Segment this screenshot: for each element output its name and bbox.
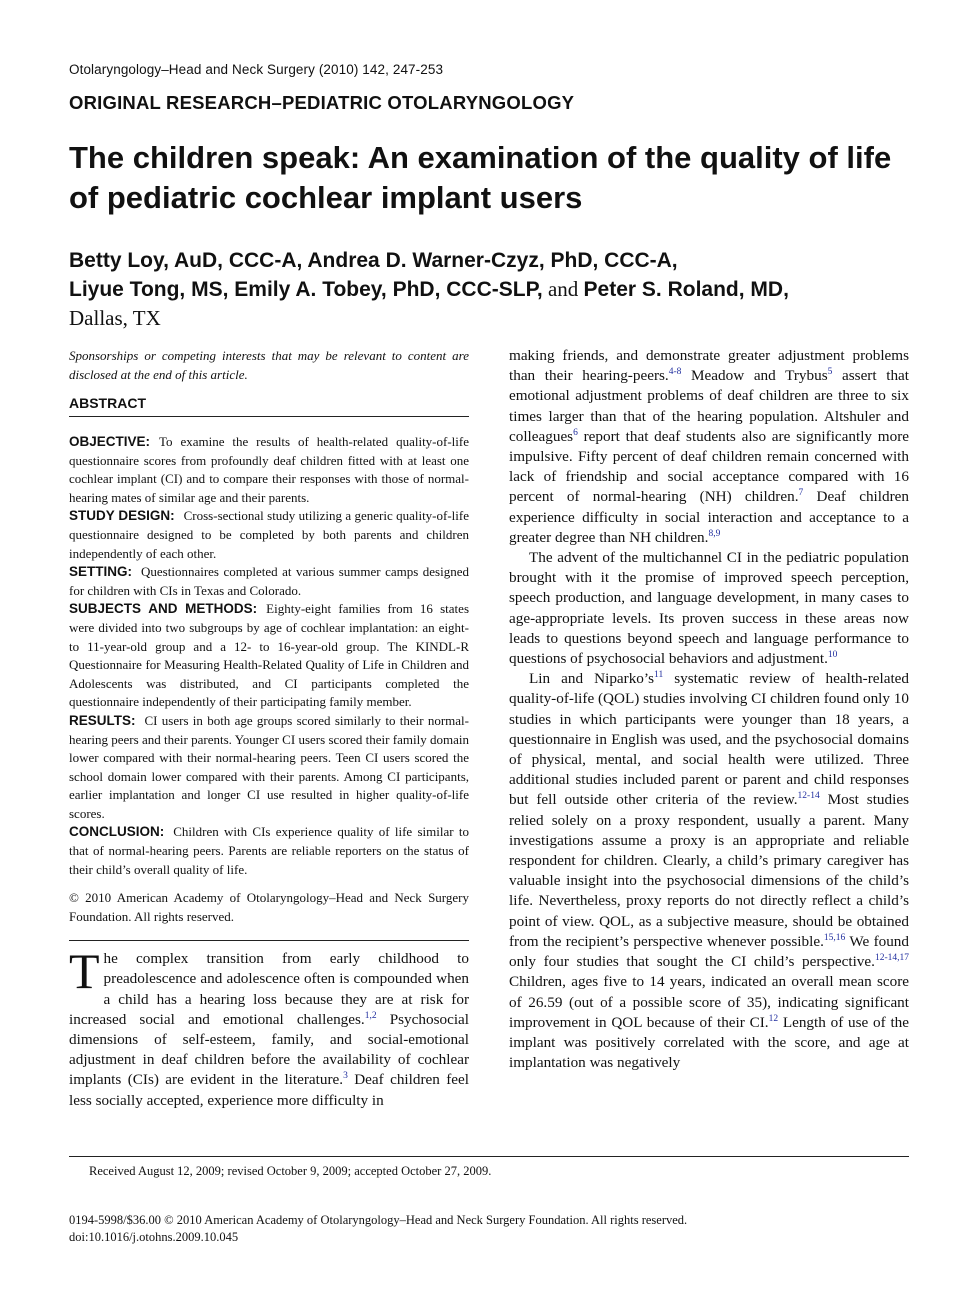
citation-link[interactable]: 1,2 xyxy=(364,1010,377,1021)
citation-link[interactable]: 5 xyxy=(827,367,833,378)
drop-cap: T xyxy=(69,943,100,1000)
text-run: Meadow and Trybus xyxy=(681,367,828,385)
text-run: he complex transition from early childhood to preadolescence and adolescence often is compounded when a child has a hearing loss because they are at risk for increased social and emotional challenges. xyxy=(69,950,469,1028)
abstract-study-design xyxy=(69,507,469,563)
text-run: making friends, and demonstrate greater adjustment problems than their hearing-peers. xyxy=(509,347,909,385)
citation-link[interactable]: 11 xyxy=(654,670,664,681)
abstract-subjects-methods xyxy=(69,600,469,712)
issn-doi-block xyxy=(69,1212,687,1246)
citation-link[interactable]: 6 xyxy=(573,427,578,438)
journal-citation: Otolaryngology–Head and Neck Surgery (2010) 142, 247-253 xyxy=(69,62,444,77)
and-word: and xyxy=(547,277,579,301)
citation-link[interactable]: 15,16 xyxy=(823,932,846,943)
abstract-label: RESULTS: xyxy=(69,712,136,728)
issn-line: 0194-5998/$36.00 © 2010 American Academy of Otolaryngology–Head and Neck Surgery Foundation. All rights reserved. xyxy=(69,1213,688,1227)
body-paragraph-2 xyxy=(509,548,909,669)
article-title: The children speak: An examination of the quality of life of pediatric cochlear implant users xyxy=(69,140,892,215)
text-run: systematic review of health-related quality-of-life (QOL) studies involving CI children found only 10 studies in which participants were younger than 18 years, a questionnaire in English was used, and the psychosocial domains of physical, mental, and social health were utilized. Three additional studies included parent or parent and child responses but fell outside other criteria of the review. xyxy=(509,670,910,809)
received-dates: Received August 12, 2009; revised October 9, 2009; accepted October 27, 2009. xyxy=(89,1164,492,1178)
abstract-text: Questionnaires completed at various summer camps designed for children with CIs in Texas and Colorado. xyxy=(69,564,469,598)
body-paragraph-3 xyxy=(509,669,909,1073)
abstract-copyright: © 2010 American Academy of Otolaryngology–Head and Neck Surgery Foundation. All rights reserved. xyxy=(69,890,469,925)
abstract-label: SETTING: xyxy=(69,564,132,580)
abstract-text: Eighty-eight families from 16 states were divided into two subgroups by age of cochlear implantation: an eight- to 11-year-old group and a 12- to 16-year-old group. The KINDL-R Questionnaire for Measuring Health-Related Quality of Life in Children and Adolescents was distributed, and CI participants completed the questionnaire independently of their participating family member. xyxy=(69,601,469,710)
footer-divider xyxy=(69,1156,909,1157)
citation-link[interactable]: 8,9 xyxy=(708,528,721,539)
authors-line-2: Liyue Tong, MS, Emily A. Tobey, PhD, CCC-SLP, xyxy=(69,278,543,301)
left-column xyxy=(69,346,469,1111)
section-heading: ORIGINAL RESEARCH–PEDIATRIC OTOLARYNGOLOGY xyxy=(69,92,575,113)
abstract-conclusion xyxy=(69,823,469,879)
text-run: Deaf children feel less socially accepted, experience more difficulty in xyxy=(69,1071,469,1109)
citation-link[interactable]: 12-14 xyxy=(797,791,820,802)
doi-link[interactable]: doi:10.1016/j.otohns.2009.10.045 xyxy=(69,1230,239,1244)
citation-link[interactable]: 10 xyxy=(827,649,838,660)
text-run: Length of use of the implant was positively correlated with the score, and age at implantation was negatively xyxy=(509,1013,909,1072)
text-run: report that deaf students also are significantly more impulsive. Fifty percent of deaf children remain concerned with lack of friendship and social acceptance compared with 16 percent of normal-hearing (NH) children. xyxy=(509,427,909,506)
text-run: assert that emotional adjustment problems of deaf children are three to six times larger than that of the hearing population. Altshuler and colleagues xyxy=(509,367,909,445)
body-paragraph-1 xyxy=(509,346,909,548)
text-run: Lin and Niparko’s xyxy=(529,670,655,688)
abstract-objective xyxy=(69,433,469,507)
abstract-setting xyxy=(69,563,469,600)
author-list xyxy=(69,246,939,332)
citation-link[interactable]: 7 xyxy=(798,488,804,499)
text-run: Children, ages five to 14 years, indicated an overall mean score of 26.59 (out of a possible score of 35), indicating significant improvement in QOL because of their CI. xyxy=(509,973,909,1031)
right-column xyxy=(509,346,909,1073)
abstract-label: SUBJECTS AND METHODS: xyxy=(69,601,258,617)
sponsorship-note: Sponsorships or competing interests that may be relevant to content are disclosed at the end of this article. xyxy=(69,348,469,382)
abstract-text: CI users in both age groups scored similarly to their normal-hearing peers and their parents. Younger CI users scored their family domain lower compared with their normal-hearing peers. Teen CI users scored the school domain lower compared with their parents. Among CI participants, earlier implantation and longer CI use resulted in higher quality-of-life scores. xyxy=(69,712,469,821)
intro-paragraph xyxy=(69,943,469,1111)
text-run: Most studies relied solely on a proxy respondent, usually a parent. Many investigations assume a proxy is an appropriate and reliable respondent for children. Clearly, a child’s primary caregiver has valuable insight into the psychosocial dimensions of the child’s life. Nevertheless, proxy reports do not directly reflect a child’s point of view. QOL, as a subjective measure, should be obtained from the recipient’s perspective whenever possible. xyxy=(509,791,909,950)
last-author: Peter S. Roland, MD, xyxy=(583,278,789,301)
abstract-text: Children with CIs experience quality of life similar to that of normal-hearing peers. Parents are reliable reporters on the status of their child’s overall quality of life. xyxy=(69,824,469,877)
abstract-body xyxy=(69,433,469,879)
citation-link[interactable]: 3 xyxy=(343,1071,348,1082)
abstract-results xyxy=(69,712,469,824)
abstract-divider xyxy=(69,940,469,941)
abstract-label: OBJECTIVE: xyxy=(69,434,151,449)
abstract-label: CONCLUSION: xyxy=(69,824,165,840)
abstract-heading: ABSTRACT xyxy=(69,395,469,417)
authors-line-1: Betty Loy, AuD, CCC-A, Andrea D. Warner-Czyz, PhD, CCC-A, xyxy=(69,249,678,272)
text-run: The advent of the multichannel CI in the pediatric population brought with it the promise of improved speech perception, speech production, and language development, in many cases to age-appropriate levels. Its proven success in these areas now leads to questions beyond speech and language performance to questions of psychosocial behaviors and adjustment. xyxy=(509,549,909,668)
text-run: Psychosocial dimensions of self-esteem, family, and social-emotional adjustment in deaf children before the availability of cochlear implants (CIs) are evident in the literature. xyxy=(69,1010,469,1089)
text-run: We found only four studies that sought the CI child’s perspective. xyxy=(509,932,909,971)
citation-link[interactable]: 12-14,17 xyxy=(874,953,909,964)
text-run: Deaf children experience difficulty in social interaction and acceptance to a greater degree than NH children. xyxy=(509,488,909,546)
citation-link[interactable]: 4-8 xyxy=(668,367,682,378)
citation-link[interactable]: 12 xyxy=(768,1013,779,1024)
abstract-text: To examine the results of health-related quality-of-life questionnaire scores from profoundly deaf children fitted with at least one cochlear implant (CI) and to compare their responses with those of normal-hearing mates of similar age and their parents. xyxy=(69,434,469,505)
abstract-label: STUDY DESIGN: xyxy=(69,508,175,524)
author-location: Dallas, TX xyxy=(69,306,161,330)
abstract-text: Cross-sectional study utilizing a generic quality-of-life questionnaire designed to be completed by both parents and children independently of each other. xyxy=(69,508,469,561)
